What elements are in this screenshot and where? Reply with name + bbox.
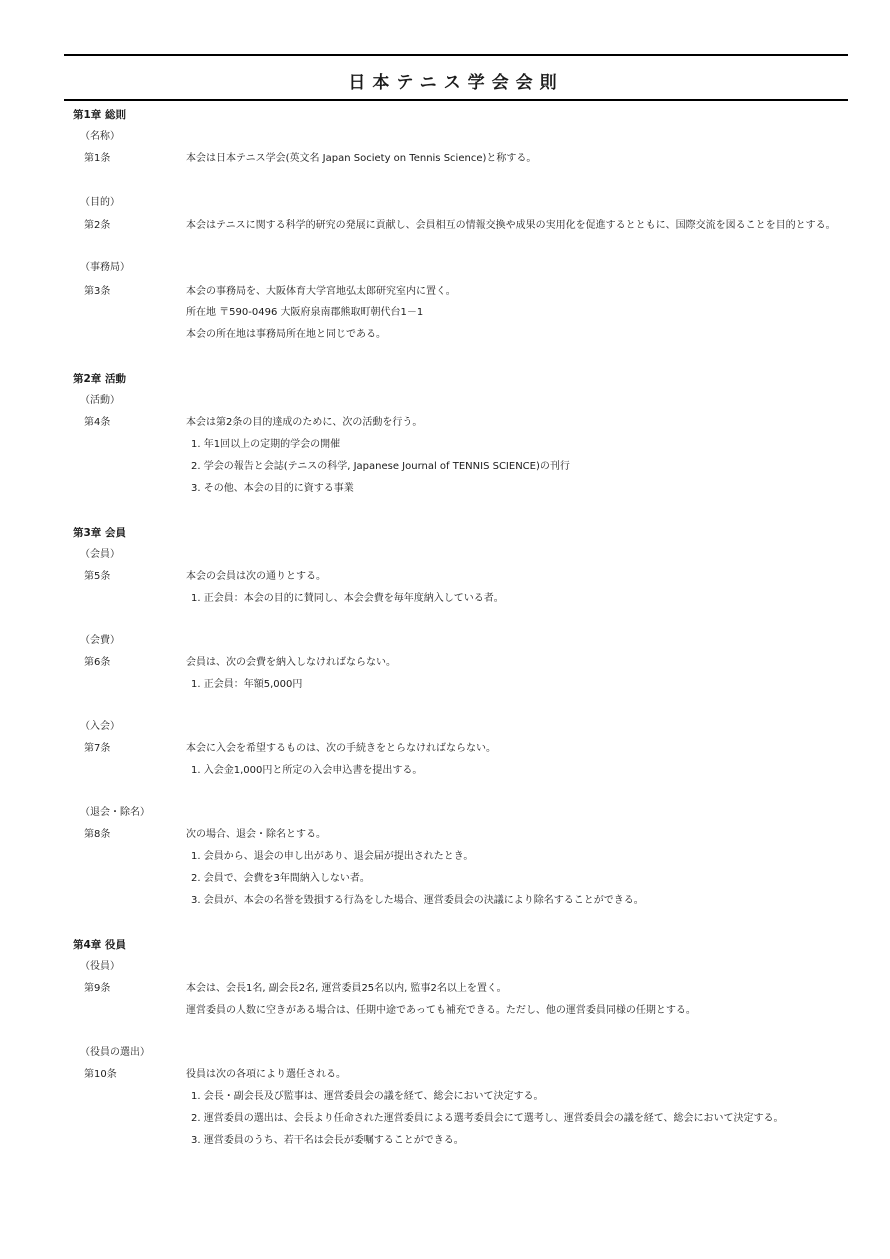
article-number: 第1条: [84, 153, 111, 164]
article-item: 3. 運営委員のうち、若干名は会長が委嘱することができる。: [191, 1135, 464, 1146]
article-item: 1. 年1回以上の定期的学会の開催: [191, 439, 341, 450]
article-text: 運営委員の人数に空きがある場合は、任期中途であっても補充できる。ただし、他の運営委員同様の任期とする。: [186, 1005, 696, 1016]
article-caption: （入会）: [80, 721, 120, 732]
article-number: 第4条: [84, 417, 111, 428]
article-item: 2. 運営委員の選出は、会長より任命された運営委員による選考委員会にて選考し、運営委員会の議を経て、総会において決定する。: [191, 1113, 784, 1124]
article-text: 役員は次の各項により選任される。: [186, 1069, 346, 1080]
article-text: 本会は、会長1名, 副会長2名, 運営委員25名以内, 監事2名以上を置く。: [186, 983, 507, 994]
article-number: 第5条: [84, 571, 111, 582]
article-item: 1. 入会金1,000円と所定の入会申込書を提出する。: [191, 765, 423, 776]
article-caption: （会員）: [80, 549, 120, 560]
article-number: 第9条: [84, 983, 111, 994]
article-text: 本会は日本テニス学会(英文名 Japan Society on Tennis Science)と称する。: [186, 153, 537, 164]
article-caption: （役員の選出）: [80, 1047, 150, 1058]
article-text: 所在地 〒590-0496 大阪府泉南郡熊取町朝代台1－1: [186, 307, 424, 318]
article-number: 第2条: [84, 220, 111, 231]
article-text: 次の場合、退会・除名とする。: [186, 829, 326, 840]
article-item: 3. その他、本会の目的に資する事業: [191, 483, 354, 494]
article-text: 本会は第2条の目的達成のために、次の活動を行う。: [186, 417, 423, 428]
top-rule: [64, 54, 848, 56]
article-caption: （事務局）: [80, 262, 130, 273]
article-caption: （会費）: [80, 635, 120, 646]
article-item: 2. 会員で、会費を3年間納入しない者。: [191, 873, 370, 884]
chapter-heading: 第3章 会員: [73, 527, 126, 539]
article-text: 本会の会員は次の通りとする。: [186, 571, 326, 582]
article-caption: （目的）: [80, 197, 120, 208]
article-number: 第8条: [84, 829, 111, 840]
article-text: 本会の事務局を、大阪体育大学宮地弘太郎研究室内に置く。: [186, 286, 456, 297]
page-title: 日本テニス学会会則: [348, 73, 564, 93]
article-caption: （役員）: [80, 961, 120, 972]
article-number: 第3条: [84, 286, 111, 297]
article-item: 1. 正会員：年額5,000円: [191, 679, 303, 690]
article-item: 3. 会員が、本会の名誉を毀損する行為をした場合、運営委員会の決議により除名することができる。: [191, 895, 644, 906]
article-number: 第10条: [84, 1069, 117, 1080]
article-caption: （退会・除名）: [80, 807, 150, 818]
article-text: 本会はテニスに関する科学的研究の発展に貢献し、会員相互の情報交換や成果の実用化を促進するとともに、国際交流を図ることを目的とする。: [186, 220, 836, 231]
title-underline: [64, 99, 848, 101]
article-item: 1. 正会員：本会の目的に賛同し、本会会費を毎年度納入している者。: [191, 593, 504, 604]
chapter-heading: 第2章 活動: [73, 373, 126, 385]
article-number: 第6条: [84, 657, 111, 668]
chapter-heading: 第1章 総則: [73, 109, 126, 121]
article-text: 本会の所在地は事務局所在地と同じである。: [186, 329, 386, 340]
article-text: 本会に入会を希望するものは、次の手続きをとらなければならない。: [186, 743, 496, 754]
article-text: 会員は、次の会費を納入しなければならない。: [186, 657, 396, 668]
article-caption: （活動）: [80, 395, 120, 406]
article-item: 1. 会員から、退会の申し出があり、退会届が提出されたとき。: [191, 851, 474, 862]
article-caption: （名称）: [80, 131, 120, 142]
article-number: 第7条: [84, 743, 111, 754]
article-item: 1. 会長・副会長及び監事は、運営委員会の議を経て、総会において決定する。: [191, 1091, 544, 1102]
chapter-heading: 第4章 役員: [73, 939, 126, 951]
article-item: 2. 学会の報告と会誌(テニスの科学, Japanese Journal of TENNIS SCIENCE)の刊行: [191, 461, 570, 472]
